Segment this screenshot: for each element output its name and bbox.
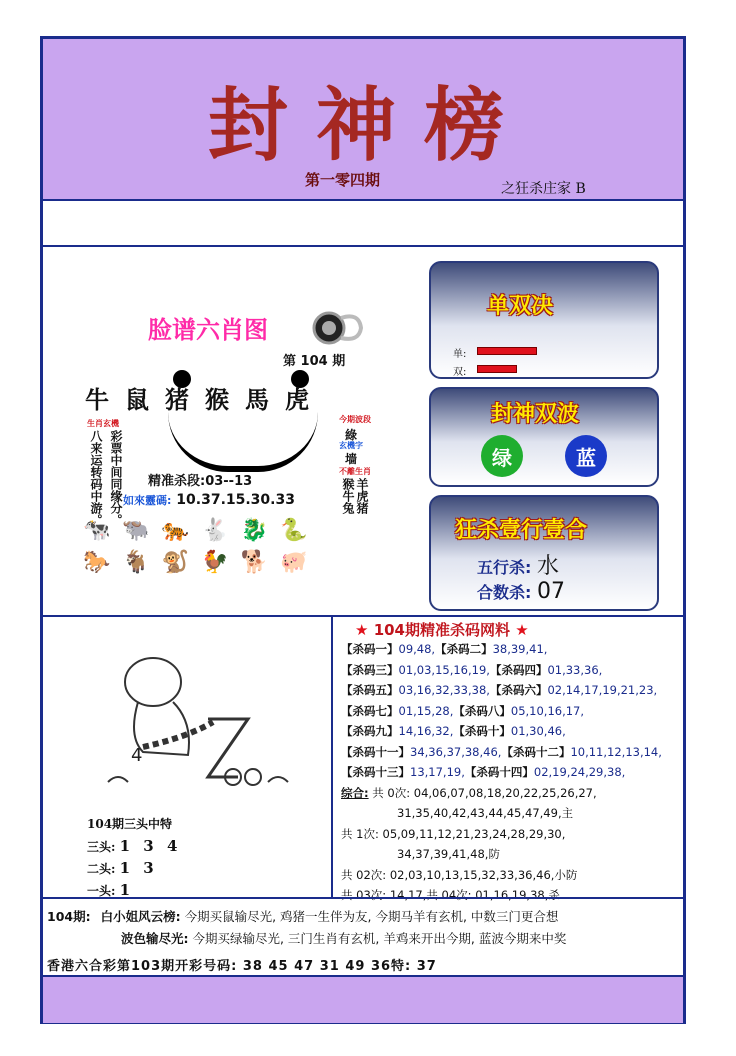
page-title: 封神榜 — [208, 78, 532, 172]
kill-values: 38,39,41, — [492, 642, 548, 656]
draw-result: 香港六合彩第103期开彩号码: 38 45 47 31 49 36特: 37 — [47, 959, 437, 974]
kill-values: 02,14,17,19,21,23, — [547, 683, 658, 697]
kill-label: 【杀码六】 — [489, 683, 548, 697]
tail-line-2-value: 1 3 — [119, 859, 158, 877]
tail-hint-title: 104期三头中特 — [87, 817, 173, 831]
kill-line — [341, 701, 681, 722]
double-wave-title: 封神双波 — [491, 402, 580, 427]
summary-text: 共 03次: 14,17,共 04次: 01,16,19,38,杀 — [341, 888, 560, 902]
kill-values: 01,30,46, — [510, 724, 566, 738]
left-column-1: 八来运转码中游。 — [89, 430, 103, 526]
element-card — [429, 495, 659, 611]
kill-label: 【杀码二】 — [435, 642, 493, 656]
kill-line — [341, 660, 681, 681]
tail-line-1-value: 1 3 4 — [119, 837, 182, 855]
header-banner — [43, 39, 683, 201]
kill-codes-heading — [355, 619, 529, 640]
summary-text: 共 1次: 05,09,11,12,21,23,24,28,29,30, — [341, 826, 566, 841]
footer-bar — [43, 975, 683, 1023]
footer-line-1 — [47, 907, 558, 925]
kill-line — [341, 742, 681, 763]
tail-line-2 — [87, 859, 158, 877]
lemur-illustration — [98, 627, 298, 802]
kill-values: 34,36,37,38,46, — [410, 744, 502, 759]
right-wave: 綠 — [345, 428, 358, 442]
banner-subtitle: 之狂杀庄家 B — [501, 181, 586, 197]
kill-label: 【杀码一】 — [341, 642, 399, 656]
wuxing-value: 水 — [536, 554, 559, 579]
footer-line-1-label: 白小姐风云榜: — [100, 909, 181, 924]
wuxing-kill — [477, 549, 559, 580]
footer-line-2-text: 今期买绿输尽光, 三门生肖有玄机, 羊鸡来开出今期, 蓝波今期来中奖 — [192, 931, 567, 946]
face-chart — [73, 292, 425, 582]
kill-label: 【杀码四】 — [489, 662, 548, 677]
single-double-card — [429, 261, 659, 379]
blank-row — [43, 201, 683, 247]
footer — [43, 897, 683, 1027]
summary-text: 34,37,39,41,48,防 — [397, 847, 500, 861]
issue-number: 第一零四期 — [305, 171, 381, 189]
footer-line-2-label: 波色输尽光: — [121, 931, 189, 946]
kill-values: 01,15,28, — [398, 703, 454, 718]
summary-line — [341, 803, 681, 824]
animal-illustrations: 🐄🐃🐅🐇🐉🐍 — [83, 518, 320, 543]
wuxing-label: 五行杀: — [477, 558, 532, 577]
summary-line — [341, 783, 681, 804]
heshu-kill — [477, 579, 565, 604]
kill-line — [341, 762, 681, 783]
kill-label: 【杀码三】 — [341, 662, 399, 677]
face-chart-title: 脸谱六肖图 — [148, 316, 268, 344]
kill-values: 01,33,36, — [547, 662, 603, 677]
kill-codes-panel — [335, 617, 683, 902]
kill-values: 10,11,12,13,14, — [570, 744, 662, 759]
kill-values: 02,19,24,29,38, — [533, 765, 626, 779]
kill-label: 【杀码十二】 — [501, 744, 571, 759]
tail-line-3-value: 1 — [119, 881, 135, 899]
lucky-numbers-value: 10.37.15.30.33 — [176, 492, 295, 508]
kill-code-list — [341, 639, 681, 906]
kill-line — [341, 680, 681, 701]
heshu-value: 07 — [536, 579, 565, 604]
element-card-title: 狂杀壹行壹合 — [455, 518, 588, 543]
single-label: 单: — [453, 349, 467, 360]
left-column-2: 彩票中间同缘分。 — [109, 430, 123, 526]
tail-hint-panel — [43, 617, 333, 897]
kill-codes-title: 104期精准杀码网料 — [373, 621, 510, 639]
face-chart-issue: 第 104 期 — [283, 354, 346, 369]
kill-label: 【杀码十】 — [453, 724, 511, 738]
summary-label: 综合: — [341, 785, 369, 800]
footer-line-2 — [121, 929, 566, 947]
summary-text: 31,35,40,42,43,44,45,47,49,主 — [397, 806, 574, 820]
right-char: 墙 — [345, 452, 358, 466]
double-label: 双: — [453, 367, 467, 378]
kill-values: 05,10,16,17, — [510, 703, 585, 718]
kill-values: 03,16,32,33,38, — [398, 683, 490, 697]
heshu-label: 合数杀: — [477, 583, 532, 602]
kill-range: 精准杀段:03--13 — [148, 474, 253, 489]
star-icon: ★ — [515, 621, 529, 639]
tail-line-2-label: 二头: — [87, 862, 116, 876]
footer-line-1-text: 今期买鼠输尽光, 鸡猪一生伴为友, 今期马羊有玄机, 中数三门更合想 — [184, 909, 559, 924]
wave-ball-green: 绿 — [481, 435, 523, 477]
zoo-number: 4 — [131, 745, 143, 766]
single-bar — [477, 347, 537, 355]
summary-line — [341, 824, 681, 845]
middle-section — [43, 247, 683, 617]
kill-label: 【杀码十一】 — [341, 744, 410, 759]
summary-line — [341, 844, 681, 865]
poster-sheet — [40, 36, 686, 1024]
right-tag: 今期波段 — [339, 415, 371, 424]
tail-line-3-label: 一头: — [87, 884, 116, 898]
kill-values: 01,03,15,16,19, — [398, 662, 490, 677]
kill-label: 【杀码五】 — [341, 683, 399, 697]
kill-values: 13,17,19, — [410, 765, 465, 779]
kill-line — [341, 721, 681, 742]
single-double-title: 单双决 — [487, 294, 554, 319]
tail-line-1 — [87, 837, 181, 855]
double-bar — [477, 365, 517, 373]
smile-shape — [168, 412, 318, 472]
compass-icon — [311, 308, 367, 348]
face-animals: 牛鼠猪猴馬虎 — [85, 386, 325, 414]
kill-line — [341, 639, 681, 660]
kill-values: 09,48, — [398, 642, 436, 656]
tail-line-1-label: 三头: — [87, 840, 116, 854]
summary-text: 共 0次: 04,06,07,08,18,20,22,25,26,27, — [372, 785, 597, 800]
footer-issue: 104期: — [47, 909, 91, 924]
star-icon: ★ — [355, 621, 369, 639]
wave-ball-blue: 蓝 — [565, 435, 607, 477]
lower-section — [43, 617, 683, 902]
lucky-numbers-label: 如來靈碼: — [123, 494, 172, 507]
summary-line — [341, 865, 681, 886]
kill-label: 【杀码十三】 — [341, 765, 410, 779]
summary-text: 共 02次: 02,03,10,13,15,32,33,36,46,小防 — [341, 867, 578, 882]
right-animals: 羊虎猪猴牛兔 — [341, 478, 369, 514]
kill-label: 【杀码九】 — [341, 724, 399, 738]
lucky-numbers — [123, 492, 295, 508]
kill-values: 14,16,32, — [398, 724, 454, 738]
right-tag-3: 不離生肖 — [339, 467, 371, 476]
left-tag: 生肖玄機 — [87, 419, 119, 428]
double-wave-card — [429, 387, 659, 487]
kill-label: 【杀码十四】 — [464, 765, 534, 779]
animal-illustrations-2: 🐎🐐🐒🐓🐕🐖 — [83, 550, 320, 575]
kill-label: 【杀码八】 — [453, 703, 511, 718]
kill-label: 【杀码七】 — [341, 703, 399, 718]
right-tag-2: 玄機字 — [339, 441, 363, 450]
